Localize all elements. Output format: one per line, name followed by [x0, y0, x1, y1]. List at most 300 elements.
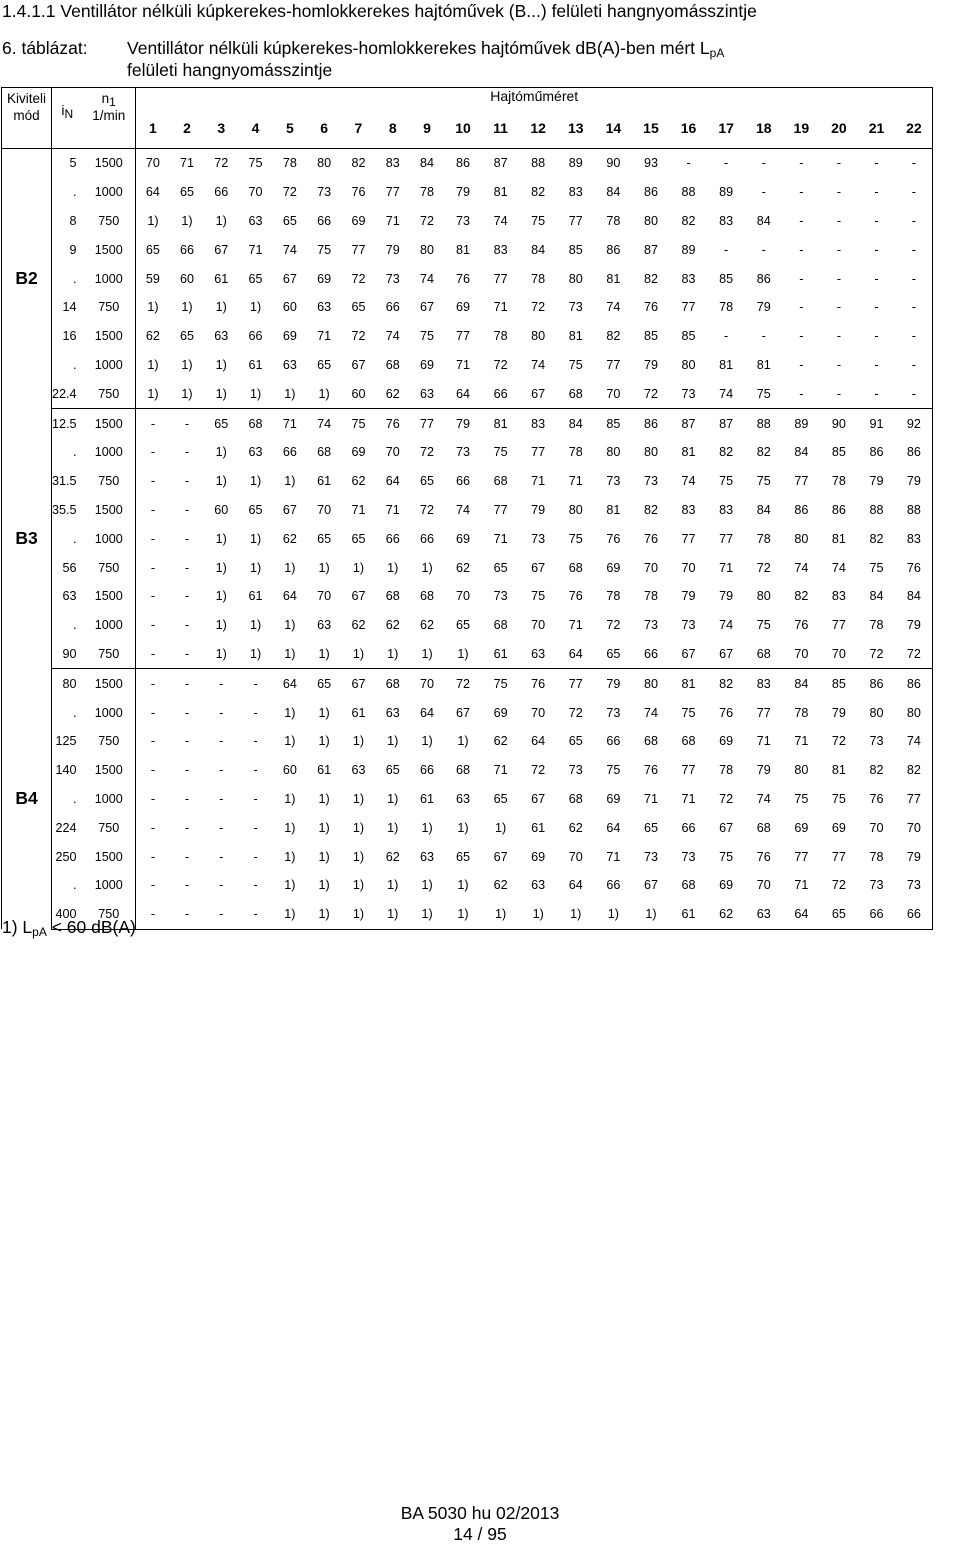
level-cell: - — [858, 379, 896, 408]
ratio-cell: . — [73, 531, 77, 546]
level-cell: 1) — [307, 900, 341, 929]
level-cell: - — [253, 676, 258, 691]
level-cell: 78 — [606, 213, 621, 228]
level-cell: 1) — [215, 531, 227, 546]
table-row — [2, 553, 933, 582]
level-cell: 62 — [493, 734, 508, 749]
level-cell: 81 — [719, 357, 734, 372]
header-size: 9 — [410, 106, 444, 149]
level-cell: 60 — [282, 300, 297, 315]
level-cell: - — [184, 849, 190, 864]
level-cell: 1) — [284, 734, 296, 749]
level-cell: 1) — [632, 900, 670, 929]
level-cell: 67 — [643, 878, 658, 893]
level-cell: 66 — [632, 640, 670, 669]
level-cell: 1) — [181, 213, 193, 228]
ratio-cell: 12.5 — [52, 416, 77, 431]
level-cell: - — [150, 445, 156, 460]
level-cell: 62 — [420, 618, 435, 633]
level-cell: 73 — [681, 618, 696, 633]
level-cell: - — [150, 589, 156, 604]
level-cell: 72 — [531, 300, 546, 315]
level-cell: 70 — [145, 156, 160, 171]
level-cell: 61 — [317, 474, 332, 489]
level-cell: 66 — [385, 300, 400, 315]
level-cell: - — [911, 357, 916, 372]
level-cell: 77 — [831, 849, 846, 864]
level-cell: 73 — [606, 705, 621, 720]
table-row — [2, 438, 933, 467]
level-cell: - — [836, 213, 842, 228]
level-cell: 63 — [385, 705, 400, 720]
level-cell: 73 — [869, 734, 884, 749]
speed-cell: 1000 — [83, 264, 136, 293]
level-cell: 61 — [351, 705, 366, 720]
level-cell: - — [253, 791, 258, 806]
speed-cell: 1000 — [83, 785, 136, 814]
level-cell: 61 — [248, 589, 263, 604]
speed-cell: 1000 — [83, 524, 136, 553]
level-cell: 63 — [317, 300, 332, 315]
level-cell: - — [219, 763, 224, 778]
level-cell: 80 — [643, 676, 658, 691]
level-cell: - — [219, 734, 224, 749]
level-cell: - — [799, 156, 804, 171]
level-cell: 63 — [531, 878, 546, 893]
header-size: 3 — [204, 106, 238, 149]
table-row — [2, 698, 933, 727]
table-row — [2, 640, 933, 669]
footnote-suffix: < 60 dB(A) — [46, 917, 136, 937]
header-size: 11 — [482, 106, 520, 149]
table-row — [2, 611, 933, 640]
speed-cell: 1000 — [83, 438, 136, 467]
level-cell: 79 — [906, 618, 921, 633]
level-cell: 66 — [282, 445, 297, 460]
level-cell: 74 — [455, 502, 470, 517]
level-cell: 77 — [531, 445, 546, 460]
level-cell: 67 — [214, 242, 229, 257]
level-cell: 76 — [568, 589, 583, 604]
level-cell: - — [150, 820, 156, 835]
level-cell: 80 — [643, 213, 658, 228]
level-cell: 69 — [317, 271, 332, 286]
level-cell: 86 — [906, 676, 921, 691]
level-cell: - — [219, 820, 224, 835]
level-cell: 80 — [568, 502, 583, 517]
level-cell: 65 — [282, 213, 297, 228]
level-cell: 75 — [568, 357, 583, 372]
level-cell: 79 — [756, 763, 771, 778]
level-cell: 68 — [248, 416, 263, 431]
level-cell: 82 — [869, 531, 884, 546]
level-cell: 69 — [831, 820, 846, 835]
level-cell: 1) — [204, 379, 238, 408]
level-cell: - — [761, 329, 766, 344]
level-cell: 63 — [317, 618, 332, 633]
table-row — [2, 524, 933, 553]
level-cell: 63 — [410, 379, 444, 408]
level-cell: 1) — [284, 618, 296, 633]
level-cell: 1) — [284, 820, 296, 835]
header-kiviteli: Kiviteli — [6, 91, 46, 106]
level-cell: - — [799, 357, 804, 372]
level-cell: 78 — [282, 156, 297, 171]
level-cell: 1) — [519, 900, 557, 929]
level-cell: 83 — [906, 531, 921, 546]
level-cell: 1) — [307, 379, 341, 408]
level-cell: 86 — [869, 676, 884, 691]
header-size: 15 — [632, 106, 670, 149]
level-cell: 86 — [794, 502, 809, 517]
header-size: 20 — [820, 106, 858, 149]
level-cell: 66 — [482, 379, 520, 408]
level-cell: 79 — [906, 474, 921, 489]
level-cell: 77 — [681, 763, 696, 778]
level-cell: - — [136, 900, 170, 929]
level-cell: 78 — [869, 618, 884, 633]
level-cell: 83 — [531, 416, 546, 431]
level-cell: 71 — [385, 213, 400, 228]
level-cell: 64 — [145, 185, 160, 200]
level-cell: - — [150, 791, 156, 806]
speed-cell: 750 — [83, 553, 136, 582]
table-row — [2, 813, 933, 842]
level-cell: 70 — [595, 379, 633, 408]
level-cell: 64 — [385, 474, 400, 489]
level-cell: 1) — [273, 900, 307, 929]
level-cell: 62 — [385, 618, 400, 633]
level-cell: 72 — [351, 271, 366, 286]
speed-cell: 1500 — [83, 669, 136, 698]
level-cell: 1) — [352, 791, 365, 806]
ratio-cell: 5 — [69, 156, 77, 171]
header-ratio — [52, 88, 83, 149]
level-cell: 80 — [420, 242, 435, 257]
level-cell: 85 — [606, 416, 621, 431]
level-cell: 79 — [455, 416, 470, 431]
level-cell: 1) — [284, 878, 296, 893]
ratio-cell: . — [73, 618, 77, 633]
level-cell: 72 — [351, 329, 366, 344]
header-size: 14 — [595, 106, 633, 149]
level-cell: 73 — [385, 271, 400, 286]
level-cell: 72 — [531, 763, 546, 778]
level-cell: 84 — [794, 676, 809, 691]
level-cell: 80 — [756, 589, 771, 604]
table-row — [2, 178, 933, 207]
level-cell: 70 — [681, 560, 696, 575]
level-cell: 74 — [385, 329, 400, 344]
level-cell: 72 — [831, 734, 846, 749]
level-cell: 1) — [421, 734, 433, 749]
level-cell: - — [184, 560, 190, 575]
level-cell: 1) — [444, 900, 482, 929]
level-cell: 60 — [282, 763, 297, 778]
level-cell: 80 — [643, 445, 658, 460]
level-cell: 67 — [531, 791, 546, 806]
level-cell: - — [836, 357, 842, 372]
level-cell: 87 — [643, 242, 658, 257]
header-mod: mód — [13, 108, 40, 123]
level-cell: 73 — [568, 300, 583, 315]
level-cell: 83 — [719, 213, 734, 228]
level-cell: 77 — [756, 705, 771, 720]
header-size: 17 — [707, 106, 745, 149]
level-cell: 77 — [493, 271, 508, 286]
level-cell: - — [184, 474, 190, 489]
level-cell: 65 — [317, 676, 332, 691]
header-size: 4 — [238, 106, 272, 149]
level-cell: 76 — [869, 791, 884, 806]
table-row — [2, 496, 933, 525]
level-cell: 1) — [181, 357, 193, 372]
level-cell: - — [184, 878, 190, 893]
level-cell: 75 — [493, 676, 508, 691]
level-cell: 64 — [783, 900, 821, 929]
level-cell: 1) — [284, 849, 296, 864]
level-cell: - — [253, 763, 258, 778]
level-cell: 1) — [318, 820, 330, 835]
level-cell: 68 — [385, 357, 400, 372]
level-cell: 1) — [215, 445, 227, 460]
level-cell: 1) — [284, 474, 296, 489]
level-cell: - — [150, 878, 156, 893]
level-cell: 78 — [420, 185, 435, 200]
header-size: 6 — [307, 106, 341, 149]
level-cell: 80 — [794, 763, 809, 778]
level-cell: 81 — [493, 185, 508, 200]
level-cell: 81 — [455, 242, 470, 257]
level-cell: 74 — [831, 560, 846, 575]
level-cell: 84 — [756, 213, 771, 228]
level-cell: - — [874, 300, 879, 315]
level-cell: 65 — [248, 502, 263, 517]
level-cell: - — [184, 820, 190, 835]
level-cell: 62 — [385, 849, 400, 864]
level-cell: - — [184, 734, 190, 749]
level-cell: - — [170, 640, 204, 669]
level-cell: 1) — [318, 705, 330, 720]
ratio-cell: 35.5 — [52, 502, 77, 517]
level-cell: 1) — [444, 640, 482, 669]
level-cell: 72 — [895, 640, 933, 669]
level-cell: 1) — [410, 640, 444, 669]
speed-cell: 1500 — [83, 582, 136, 611]
speed-cell: 1500 — [83, 149, 136, 178]
table-row — [2, 379, 933, 408]
level-cell: 68 — [681, 878, 696, 893]
level-cell: 81 — [831, 763, 846, 778]
level-cell: 1) — [284, 705, 296, 720]
level-cell: 76 — [756, 849, 771, 864]
level-cell: 65 — [420, 474, 435, 489]
level-cell: 70 — [869, 820, 884, 835]
level-cell: - — [820, 379, 858, 408]
header-size: 18 — [745, 106, 783, 149]
header-size: 7 — [341, 106, 375, 149]
level-cell: 68 — [643, 734, 658, 749]
level-cell: 85 — [568, 242, 583, 257]
level-cell: 67 — [670, 640, 708, 669]
level-cell: 73 — [455, 445, 470, 460]
level-cell: 1) — [249, 618, 262, 633]
level-cell: 65 — [820, 900, 858, 929]
level-cell: 64 — [444, 379, 482, 408]
header-size: 10 — [444, 106, 482, 149]
level-cell: 1) — [215, 589, 227, 604]
level-cell: 65 — [455, 618, 470, 633]
level-cell: 75 — [719, 849, 734, 864]
level-cell: 75 — [756, 618, 771, 633]
level-cell: 1) — [215, 357, 227, 372]
level-cell: 75 — [869, 560, 884, 575]
level-cell: 60 — [179, 271, 194, 286]
ratio-cell: 90 — [52, 640, 83, 669]
level-cell: 70 — [568, 849, 583, 864]
level-cell: - — [799, 213, 804, 228]
level-cell: 65 — [643, 820, 658, 835]
level-cell: 66 — [420, 531, 435, 546]
level-cell: 88 — [531, 156, 546, 171]
level-cell: 75 — [606, 763, 621, 778]
level-cell: 1) — [421, 560, 433, 575]
level-cell: 68 — [385, 589, 400, 604]
level-cell: 61 — [248, 357, 263, 372]
level-cell: 79 — [606, 676, 621, 691]
level-cell: 63 — [282, 357, 297, 372]
level-cell: 66 — [179, 242, 194, 257]
level-cell: 63 — [745, 900, 783, 929]
level-cell: 79 — [643, 357, 658, 372]
level-cell: 70 — [756, 878, 771, 893]
level-cell: - — [799, 329, 804, 344]
level-cell: 1) — [215, 300, 227, 315]
level-cell: 82 — [906, 763, 921, 778]
level-cell: 70 — [385, 445, 400, 460]
level-cell: 1) — [215, 474, 227, 489]
level-cell: 77 — [493, 502, 508, 517]
table-row — [2, 409, 933, 438]
level-cell: 83 — [568, 185, 583, 200]
speed-cell: 1000 — [83, 178, 136, 207]
level-cell: 74 — [707, 379, 745, 408]
level-cell: 82 — [351, 156, 366, 171]
level-cell: 75 — [317, 242, 332, 257]
level-cell: 86 — [831, 502, 846, 517]
level-cell: 1) — [215, 213, 227, 228]
mode-cell: B3 — [2, 409, 52, 669]
level-cell: 1) — [352, 734, 365, 749]
level-cell: 1) — [457, 878, 469, 893]
level-cell: 84 — [906, 589, 921, 604]
level-cell: 71 — [179, 156, 194, 171]
level-cell: 65 — [179, 329, 194, 344]
level-cell: 72 — [719, 791, 734, 806]
level-cell: 68 — [420, 589, 435, 604]
level-cell: 76 — [643, 531, 658, 546]
level-cell: 1) — [215, 560, 227, 575]
level-cell: 1) — [457, 820, 469, 835]
level-cell: - — [836, 156, 842, 171]
level-cell: 71 — [282, 416, 297, 431]
level-cell: 78 — [568, 445, 583, 460]
header-ratio-main: i — [61, 102, 65, 118]
level-cell: - — [911, 329, 916, 344]
level-cell: 70 — [420, 676, 435, 691]
level-cell: - — [150, 734, 156, 749]
ratio-cell: 56 — [62, 560, 77, 575]
level-cell: 1) — [318, 791, 330, 806]
level-cell: 74 — [493, 213, 508, 228]
level-cell: 1) — [318, 734, 330, 749]
level-cell: 84 — [420, 156, 435, 171]
level-cell: 77 — [831, 618, 846, 633]
level-cell: - — [150, 763, 156, 778]
ratio-cell: 140 — [55, 763, 77, 778]
level-cell: 1) — [249, 560, 262, 575]
level-cell: 84 — [568, 416, 583, 431]
level-cell: 71 — [351, 502, 366, 517]
level-cell: 63 — [248, 445, 263, 460]
level-cell: 65 — [179, 185, 194, 200]
level-cell: 64 — [420, 705, 435, 720]
level-cell: 85 — [831, 445, 846, 460]
level-cell: 61 — [420, 791, 435, 806]
level-cell: 83 — [385, 156, 400, 171]
level-cell: 80 — [906, 705, 921, 720]
table-row — [2, 351, 933, 380]
table-row — [2, 207, 933, 236]
level-cell: 64 — [282, 589, 297, 604]
level-cell: - — [724, 242, 729, 257]
level-cell: 91 — [869, 416, 884, 431]
level-cell: 79 — [531, 502, 546, 517]
level-cell: 78 — [493, 329, 508, 344]
level-cell: 67 — [707, 640, 745, 669]
level-cell: 71 — [794, 878, 809, 893]
ratio-cell: . — [73, 878, 77, 893]
level-cell: 63 — [519, 640, 557, 669]
level-cell: 66 — [858, 900, 896, 929]
level-cell: 73 — [643, 474, 658, 489]
level-cell: 69 — [794, 820, 809, 835]
level-cell: 70 — [531, 705, 546, 720]
level-cell: 82 — [681, 213, 696, 228]
header-speed-sub: 1 — [109, 95, 116, 109]
level-cell: 86 — [756, 271, 771, 286]
level-cell: 69 — [606, 560, 621, 575]
level-cell: - — [761, 185, 766, 200]
level-cell: - — [150, 705, 156, 720]
level-cell: - — [219, 849, 224, 864]
level-cell: 60 — [214, 502, 229, 517]
level-cell: 68 — [493, 474, 508, 489]
level-cell: 74 — [531, 357, 546, 372]
level-cell: - — [253, 734, 258, 749]
level-cell: 71 — [719, 560, 734, 575]
level-cell: 1) — [136, 379, 170, 408]
level-cell: 1) — [557, 900, 595, 929]
header-size: 16 — [670, 106, 708, 149]
level-cell: - — [219, 676, 224, 691]
speed-cell: 1000 — [83, 611, 136, 640]
level-cell: 83 — [756, 676, 771, 691]
level-cell: 1) — [318, 878, 330, 893]
level-cell: 72 — [420, 445, 435, 460]
level-cell: 70 — [317, 589, 332, 604]
level-cell: - — [686, 156, 691, 171]
